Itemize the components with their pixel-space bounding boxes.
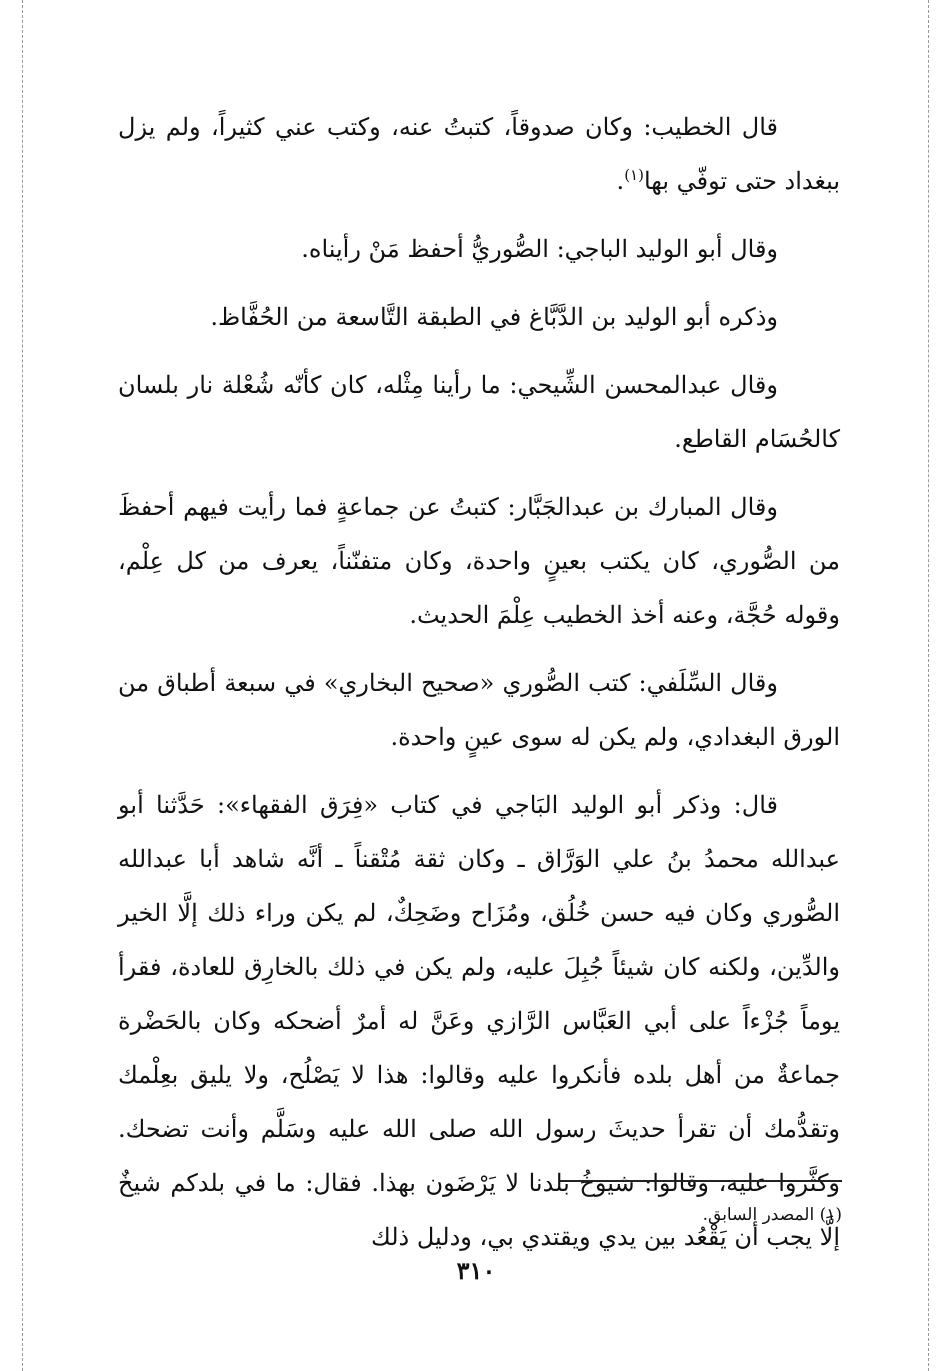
paragraph-3: وذكره أبو الوليد بن الدَّبَّاغ في الطبقة التَّاسعة من الحُفَّاظ. (210, 303, 778, 331)
page-edge-right (928, 0, 929, 1371)
footnote-marker: (١) (624, 166, 644, 184)
paragraph-6: وقال السِّلَفي: كتب الصُّوري «صحيح البخاري» في سبعة أطباق من الورق البغدادي، ولم يكن له سوى عينٍ واحدة. (118, 669, 840, 751)
paragraph-4: وقال عبدالمحسن الشِّيحي: ما رأينا مِثْله، كان كأنّه شُعْلة نار بلسان كالحُسَام القاطع. (118, 371, 840, 453)
paragraph-2: وقال أبو الوليد الباجي: الصُّوريُّ أحفظ مَنْ رأيناه. (301, 235, 778, 263)
paragraph-5: وقال المبارك بن عبدالجَبَّار: كتبتُ عن جماعةٍ فما رأيت فيهم أحفظَ من الصُّوري، كان يكتب بعينٍ واحدة، وكان متفنّناً، يعرف من كل عِلْم، وقوله حُجَّة، وعنه أخذ الخطيب عِلْمَ الحديث. (118, 493, 840, 629)
paragraph-1 (118, 100, 840, 208)
paragraph-7: قال: وذكر أبو الوليد البَاجي في كتاب «فِرَق الفقهاء»: حَدَّثنا أبو عبدالله محمدُ بنُ علي الوَرَّاق ـ وكان ثقة مُتْقناً ـ أنَّه شاهد أبا عبدالله الصُّوري وكان فيه حسن خُلُق، ومُزَاح وضَحِكٌ، لم يكن وراء ذلك إلَّا الخير والدِّين، ولكنه كان شيئاً جُبِلَ عليه، ولم يكن في ذلك بالخارِق للعادة، فقرأ يوماً جُزْءاً على أبي العَبَّاس الرَّازي وعَنَّ له أمرٌ أضحكه وكان بالحَضْرة جماعةٌ من أهل بلده فأنكروا عليه وقالوا: هذا لا يَصْلُح، ولا يليق بعِلْمك وتقدُّمك أن تقرأ حديثَ رسول الله صلى الله عليه وسَلَّم وأنت تضحك. وكثَّروا عليه، وقالوا: شيوخُ بلدنا لا يَرْضَون بهذا. فقال: ما في بلدكم شيخٌ إلَّا يجب أن يَقْعُد بين يدي ويقتدي بي، ودليل ذلك (118, 791, 841, 1251)
footnote: (١) المصدر السابق. (702, 1205, 842, 1225)
body-text (118, 100, 840, 1278)
footnote-separator (560, 1180, 842, 1182)
page-number: ٣١٠ (456, 1256, 496, 1285)
page-edge-left (22, 0, 23, 1371)
paragraph-1-end: . (616, 167, 625, 195)
paragraph-1-text: قال الخطيب: وكان صدوقاً، كتبتُ عنه، وكتب عني كثيراً، ولم يزل ببغداد حتى توفّي بها (118, 113, 840, 195)
